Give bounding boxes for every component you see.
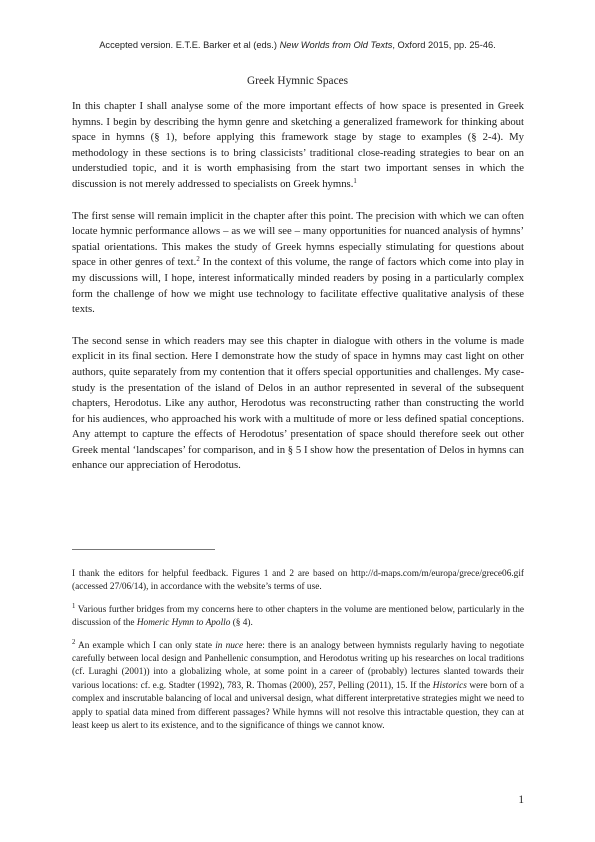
footnote-ref[interactable]: 1 — [353, 177, 357, 185]
footnote-text-tail: (§ 4). — [230, 618, 253, 629]
footnote-italic: in nuce — [215, 640, 244, 651]
footnote-1 — [72, 604, 524, 631]
paragraph — [72, 99, 524, 193]
paragraph-text-tail: In the context of this volume, the range of factors which come into play in my discussions will, I hope, interest informatically minded readers by posing in a particularly complex form the challenge of how we might use technology to facilitate effective qualitative analysis of these texts. — [72, 256, 524, 316]
footnote-text-mid: here: there is an analogy between hymnists regularly having to negotiate carefully between local design and Panhellenic consumption, and Herodotus writing up his researches on local traditions (cf. Luraghi (2001)) into a globalizing whole, at some point in a career of (probably) lectures slanted towards their various locations: cf. e.g. Stadter (1992), 783, R. Thomas (2000), 257, Pelling (2011), 15. If the — [72, 640, 524, 691]
citation-header — [0, 40, 595, 50]
footnote-italic: Historics — [432, 680, 467, 691]
citation-header-text: Accepted version. E.T.E. Barker et al (eds.) — [99, 40, 280, 50]
footnote-mark: 1 — [72, 602, 76, 610]
chapter-title: Greek Hymnic Spaces — [246, 75, 348, 87]
paragraph — [72, 209, 524, 318]
acknowledgement-note: I thank the editors for helpful feedback. Figures 1 and 2 are based on http://d-maps.com/m/europa/grece/grece06.gif (accessed 27/06/14), in accordance with the website’s terms of use. — [72, 569, 524, 593]
page-number: 1 — [518, 794, 524, 806]
footnote-text-tail: were born of a complex and inscrutable balancing of local and universal design, what different interpretative strategies might we need to apply to spatial data mined from different passages? While hymns will not resolve this intractable question, they can at least keep us alert to its existence, and to the significance of things we cannot know. — [72, 680, 524, 732]
paragraph-text: In this chapter I shall analyse some of the more important effects of how space is presented in Greek hymns. I begin by describing the hymn genre and sketching a generalized framework for thinking about space in hymns (§ 1), before applying this framework stage by stage to examples (§ 2-4). My methodology in these sections is to bring classicists’ traditional close-reading strategies to bear on an understudied topic, and it is worth emphasising from the start two important senses in which the discussion is not merely addressed to specialists on Greek hymns. — [72, 100, 524, 190]
citation-header-tail: , Oxford 2015, pp. 25-46. — [392, 40, 496, 50]
paragraph — [72, 334, 524, 474]
footnote-text: Various further bridges from my concerns here to other chapters in the volume are mentioned below, particularly in the discussion of the — [72, 604, 524, 629]
footnote-ref[interactable]: 2 — [196, 256, 200, 264]
body-text — [72, 99, 524, 490]
paragraph-text: The second sense in which readers may see this chapter in dialogue with others in the volume is made explicit in its final section. Here I demonstrate how the study of space in hymns may cast light on other authors, quite separately from my contention that it offers special opportunities and challenges. My case-study is the presentation of the island of Delos in an author represented in several of the subsequent chapters, Herodotus. Like any author, Herodotus was reconstructing rather than constructing the world for his audiences, who approached his work with a multitude of more or less defined spatial conceptions. Any attempt to capture the effects of Herodotus’ presentation of space should therefore seek out other Greek mental ‘landscapes’ for comparison, and in § 5 I show how the presentation of Delos in hymns can enhance our appreciation of Herodotus. — [72, 334, 524, 472]
citation-book-title: New Worlds from Old Texts — [279, 40, 393, 50]
paragraph-text: The first sense will remain implicit in the chapter after this point. The precision with which we can often locate hymnic performance allows – as we will see – many opportunities for nuanced analysis of hymns’ spatial orientations. This makes the study of Greek hymns especially stimulating for questions about space in other genres of text. — [72, 209, 524, 269]
footnote-italic: Homeric Hymn to Apollo — [136, 618, 231, 629]
footnotes — [72, 568, 524, 742]
footnote-2 — [72, 640, 524, 734]
footnote-separator — [72, 549, 215, 550]
footnote-mark: 2 — [72, 638, 76, 646]
footnote-text: An example which I can only state — [75, 640, 216, 651]
